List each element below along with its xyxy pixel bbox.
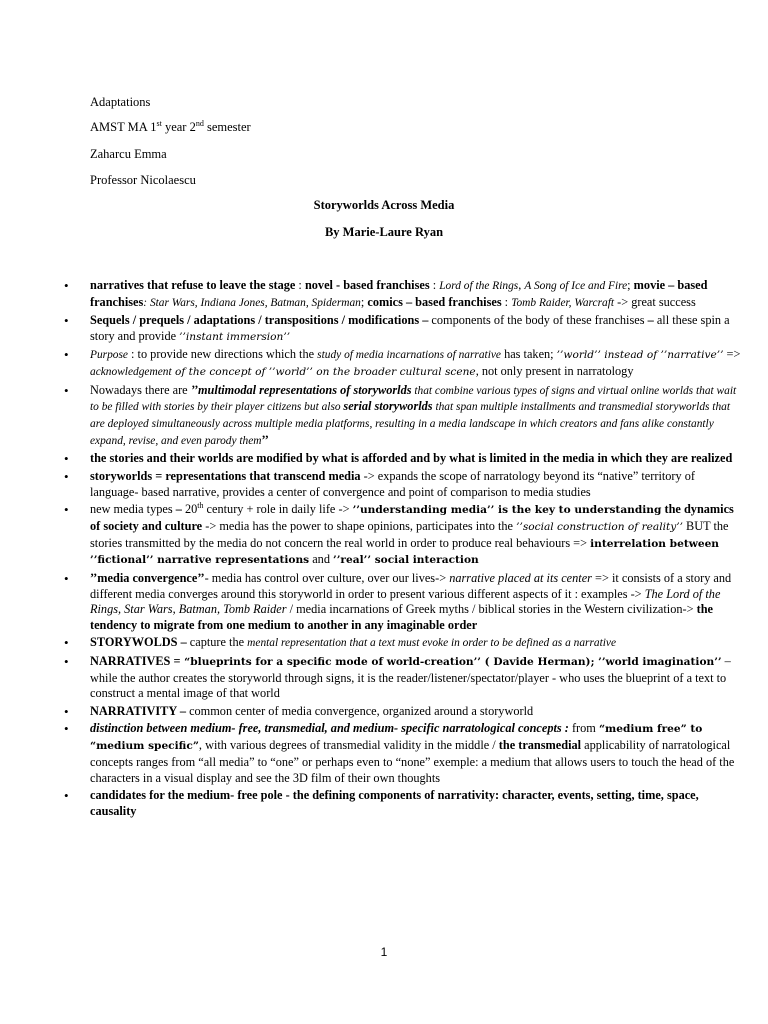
list-item: • distinction between medium- free, transmedial, and medium- specific narratological concepts : from “medium free” to “medium specific”, with various degrees of transmedial validity in the middle / the transmedial applicability of narratological concepts ranges from “all media” to “one” or perhaps even to “none” exemple: a medium that allows users to touch the head of the characters in a visual display and see the 3D film of their own thoughts [90,721,745,786]
list-item: • the stories and their worlds are modified by what is afforded and by what is limited in the media in which they are realized [90,451,745,467]
list-item: • Purpose : to provide new directions which the study of media incarnations of narrative has taken; ’’world’’ instead of ’’narrative’’ => acknowledgement of the concept of ’’world’’ on the broader cultural scene, not only present in narratology [90,347,745,381]
list-item: • STORYWOLDS – capture the mental representation that a text must evoke in order to be defined as a narrative [90,635,745,652]
doc-title: Storyworlds Across Media [313,198,455,212]
list-item: • narratives that refuse to leave the stage : novel - based franchises : Lord of the Rings, A Song of Ice and Fire; movie – based franchises: Star Wars, Indiana Jones, Batman, Spiderman; comics – based franchises : Tomb Raider, Warcraft -> great success [90,278,745,312]
list-item: • storyworlds = representations that transcend media -> expands the scope of narratology beyond its “native” territory of language- based narrative, provides a center of convergence and point of comparison to media studies [90,469,745,501]
notes-list [40,278,745,821]
list-item: • candidates for the medium- free pole - the defining components of narrativity: character, events, setting, time, space, causality [90,788,745,820]
doc-author: Zaharcu Emma [90,147,167,161]
list-item: • NARRATIVITY – common center of media convergence, organized around a storyworld [90,704,745,720]
list-item: • Sequels / prequels / adaptations / transpositions / modifications – components of the body of these franchises – all these spin a story and provide ’’instant immersion’’ [90,313,745,346]
page-number: 1 [380,945,388,959]
doc-professor: Professor Nicolaescu [90,173,196,187]
doc-byline: By Marie-Laure Ryan [324,225,444,239]
doc-subject: Adaptations [90,95,151,109]
doc-program: AMST MA 1st year 2nd semester [90,118,251,134]
list-item: • Nowadays there are ’’multimodal representations of storyworlds that combine various types of signs and virtual online worlds that wait to be filled with stories by their player citizens but also serial storyworlds that span multiple installments and transmedial storyworlds that are deployed simultaneously across multiple media platforms, resulting in a media landscape in which creators and fans alike constantly expand, revise, and even parody them’’ [90,383,745,450]
list-item: • ’’media convergence’’- media has control over culture, over our lives-> narrative placed at its center => it consists of a story and different media converges around this storyworld in order to present various different aspects of it : examples -> The Lord of the Rings, Star Wars, Batman, Tomb Raider / media incarnations of Greek myths / biblical stories in the Western civilization-> the tendency to migrate from one medium to another in any imaginable order [90,571,745,634]
list-item: • NARRATIVES = “blueprints for a specific mode of world-creation’’ ( Davide Herman); ’’world imagination’’ – while the author creates the storyworld through signs, it is the reader/listener/spectator/player - who uses the blueprint of a text to construct a mental image of that world [90,654,745,702]
list-item: • new media types – 20th century + role in daily life -> ’’understanding media’’ is the key to understanding the dynamics of society and culture -> media has the power to shape opinions, participates into the ’’social construction of reality’’ BUT the stories transmitted by the media do not concern the real world in order to produce real behaviours => interrelation between ’’fictional’’ narrative representations and ’’real’’ social interaction [90,502,745,569]
